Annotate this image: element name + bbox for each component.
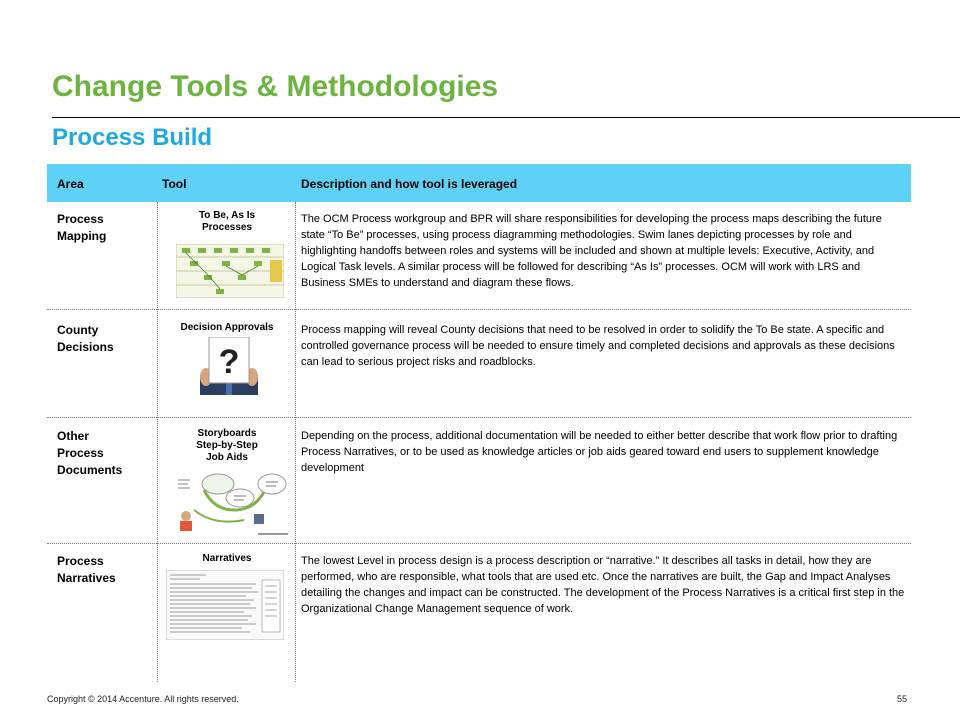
tool-label-storyboards: Storyboards Step-by-Step Job Aids [196,428,258,463]
slide-title: Change Tools & Methodologies [52,70,499,103]
question-mark-card-thumbnail [200,337,258,395]
row-divider [47,543,911,544]
row-description-process-narratives: The lowest Level in process design is a process description or “narrative.” It describes all tasks in detail, how they are performed, who are responsible, what tools that are used etc. Once the narratives are built, the Gap and Impact Analyses detailing the changes and impact can be constructed. The development of the Process Narratives is a critical first step in the Organizational Change Management sequence of work. [301,555,905,615]
tool-label-decision-approvals: Decision Approvals [180,322,274,333]
row-divider [47,309,911,310]
row-description-other-process-documents: Depending on the process, additional documentation will be needed to either better describe that work flow prior to drafting Process Narratives, or to be used as knowledge articles or job aids geared toward end users to supplement knowledge development [301,430,898,474]
row-description-county-decisions: Process mapping will reveal County decisions that need to be resolved in order to solidify the To Be state. A specific and controlled governance process will be needed to ensure timely and completed decisions and approvals as these decisions can lead to serious project risks and roadblocks. [301,324,895,368]
header-tool: Tool [162,177,187,191]
title-divider [52,117,960,118]
row-area-other-process-documents: Other Process Documents [57,429,123,477]
slide-subtitle: Process Build [52,124,213,151]
narrative-document-thumbnail [166,570,284,640]
footer-copyright: Copyright © 2014 Accenture. All rights reserved. [47,694,239,704]
column-divider-area [157,202,158,682]
swim-lane-process-map-thumbnail [176,244,284,298]
svg-text:?: ? [218,343,240,381]
header-area: Area [57,177,84,191]
row-area-county-decisions: County Decisions [57,323,114,354]
row-area-process-mapping: Process Mapping [57,212,107,243]
header-description: Description and how tool is leveraged [301,177,518,191]
page-number: 55 [897,694,908,704]
tool-label-narratives: Narratives [202,553,252,564]
row-divider [47,417,911,418]
row-description-process-mapping: The OCM Process workgroup and BPR will share responsibilities for developing the process maps describing the future state “To Be” processes, using process diagramming methodologies. Swim lanes depicting processes by role and highlighting handoffs between roles and systems will be included and shown at multiple levels: Executive, Activity, and Logical Task levels. A similar process will be followed for describing “As Is” processes. OCM will work with LRS and Business SMEs to understand and diagram these flows. [301,213,882,289]
storyboard-flow-thumbnail [174,470,288,538]
column-divider-tool [295,202,296,682]
tool-label-to-be-as-is: To Be, As Is Processes [198,210,256,233]
table-header [47,164,911,202]
row-area-process-narratives: Process Narratives [57,554,116,585]
